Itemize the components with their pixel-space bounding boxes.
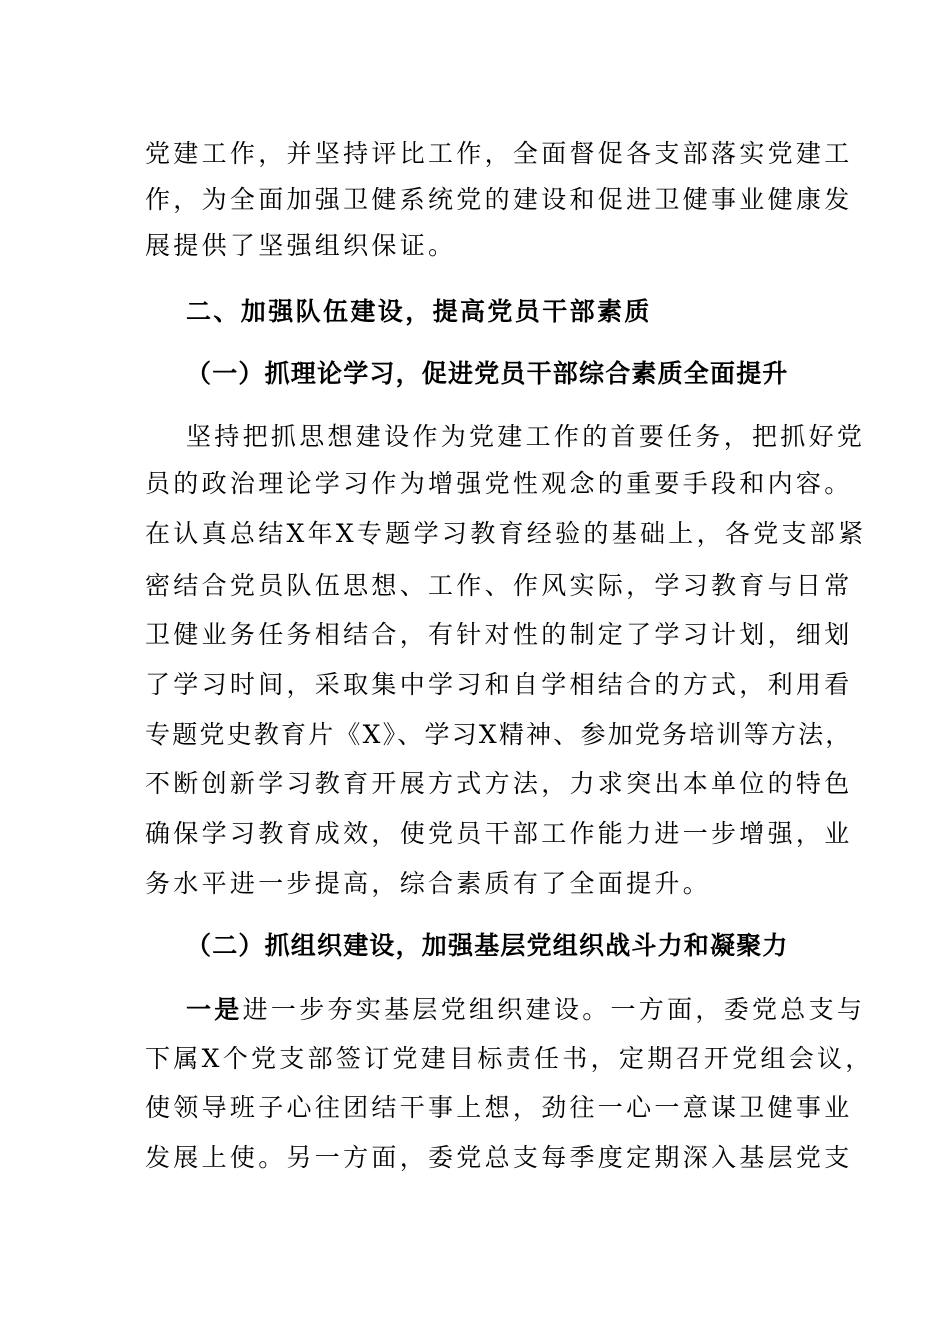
- paragraph-line: 卫健业务任务相结合，有针对性的制定了学习计划，细划: [145, 620, 853, 649]
- subsection-heading: （二）抓组织建设，加强基层党组织战斗力和凝聚力: [186, 931, 789, 960]
- section-heading: 二、加强队伍建设，提高党员干部素质: [186, 297, 652, 326]
- paragraph-line: 在认真总结X年X专题学习教育经验的基础上，各党支部紧: [145, 519, 867, 548]
- paragraph-line: 专题党史教育片《X》、学习X精神、参加党务培训等方法，: [145, 720, 853, 749]
- paragraph-line: 发展上使。另一方面，委党总支每季度定期深入基层党支: [145, 1143, 853, 1172]
- paragraph-line: 下属X个党支部签订党建目标责任书，定期召开党组会议，: [145, 1044, 874, 1073]
- subsection-heading: （一）抓理论学习，促进党员干部综合素质全面提升: [186, 359, 789, 388]
- paragraph-line: 务水平进一步提高，综合素质有了全面提升。: [145, 869, 712, 898]
- paragraph-text: 进一步夯实基层党组织建设。一方面，委党总支与: [242, 995, 866, 1024]
- paragraph-line: 确保学习教育成效，使党员干部工作能力进一步增强，业: [145, 819, 853, 848]
- paragraph-line: 展提供了坚强组织保证。: [145, 231, 457, 260]
- paragraph-line: 不断创新学习教育开展方式方法，力求突出本单位的特色: [145, 769, 853, 798]
- paragraph-line: 党建工作，并坚持评比工作，全面督促各支部落实党建工: [145, 139, 853, 168]
- paragraph-line: 作，为全面加强卫健系统党的建设和促进卫健事业健康发: [145, 185, 853, 214]
- paragraph-line: [186, 990, 866, 1030]
- paragraph-line: 员的政治理论学习作为增强党性观念的重要手段和内容。: [145, 469, 853, 498]
- paragraph-line: 了学习时间，采取集中学习和自学相结合的方式，利用看: [145, 670, 853, 699]
- paragraph-line: 使领导班子心往团结干事上想，劲往一心一意谋卫健事业: [145, 1093, 853, 1122]
- paragraph-line: 密结合党员队伍思想、工作、作风实际，学习教育与日常: [145, 571, 853, 600]
- paragraph-line: 坚持把抓思想建设作为党建工作的首要任务，把抓好党: [186, 422, 866, 451]
- lead-bold-text: 一是: [186, 995, 243, 1024]
